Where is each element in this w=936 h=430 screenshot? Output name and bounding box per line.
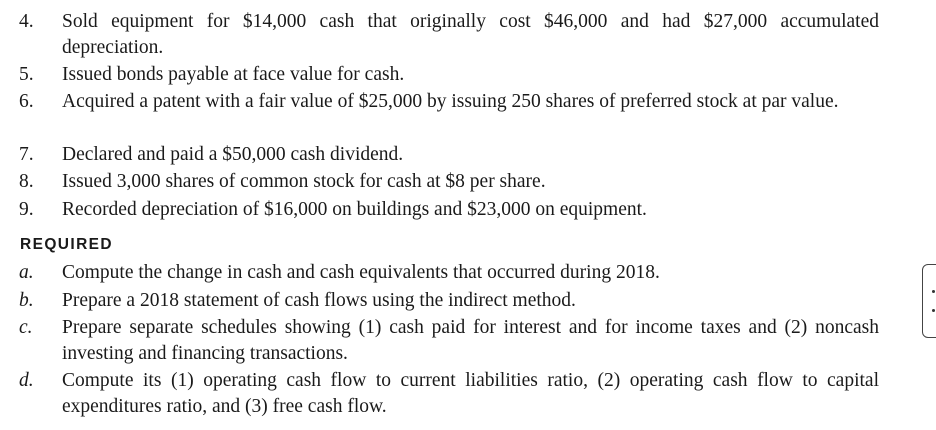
side-panel-tab[interactable] — [922, 264, 936, 338]
required-item — [19, 260, 879, 286]
item-number: 4. — [19, 11, 34, 32]
list-item — [19, 169, 879, 195]
item-letter: a. — [19, 262, 34, 283]
item-letter: c. — [19, 317, 33, 338]
item-letter: b. — [19, 290, 34, 311]
item-number: 9. — [19, 199, 34, 220]
item-number: 5. — [19, 64, 34, 85]
item-number: 8. — [19, 171, 34, 192]
list-item — [19, 9, 879, 61]
item-text: Sold equipment for $14,000 cash that originally cost $46,000 and had $27,000 accumulated depreciation. — [62, 11, 879, 58]
required-item — [19, 288, 879, 314]
item-text: Prepare separate schedules showing (1) cash paid for interest and for income taxes and (2) noncash investing and financing transactions. — [62, 317, 879, 364]
item-text: Recorded depreciation of $16,000 on buildings and $23,000 on equipment. — [62, 199, 647, 220]
grip-dot-icon — [932, 290, 935, 293]
item-text: Issued bonds payable at face value for cash. — [62, 64, 405, 85]
item-letter: d. — [19, 370, 34, 391]
item-text: Acquired a patent with a fair value of $25,000 by issuing 250 shares of preferred stock at par value. — [62, 91, 839, 112]
item-number: 6. — [19, 91, 34, 112]
item-text: Compute its (1) operating cash flow to current liabilities ratio, (2) operating cash flow to capital expenditures ratio, and (3) free cash flow. — [62, 370, 879, 417]
item-text: Compute the change in cash and cash equivalents that occurred during 2018. — [62, 262, 660, 283]
section-heading-required: REQUIRED — [20, 236, 114, 253]
grip-dot-icon — [932, 309, 935, 312]
list-item — [19, 62, 879, 88]
item-text: Prepare a 2018 statement of cash flows using the indirect method. — [62, 290, 576, 311]
list-item — [19, 197, 879, 223]
item-text: Issued 3,000 shares of common stock for cash at $8 per share. — [62, 171, 546, 192]
list-item — [19, 89, 879, 115]
list-item — [19, 142, 879, 168]
required-item — [19, 315, 879, 367]
item-text: Declared and paid a $50,000 cash dividend. — [62, 144, 404, 165]
item-number: 7. — [19, 144, 34, 165]
required-item — [19, 368, 879, 420]
